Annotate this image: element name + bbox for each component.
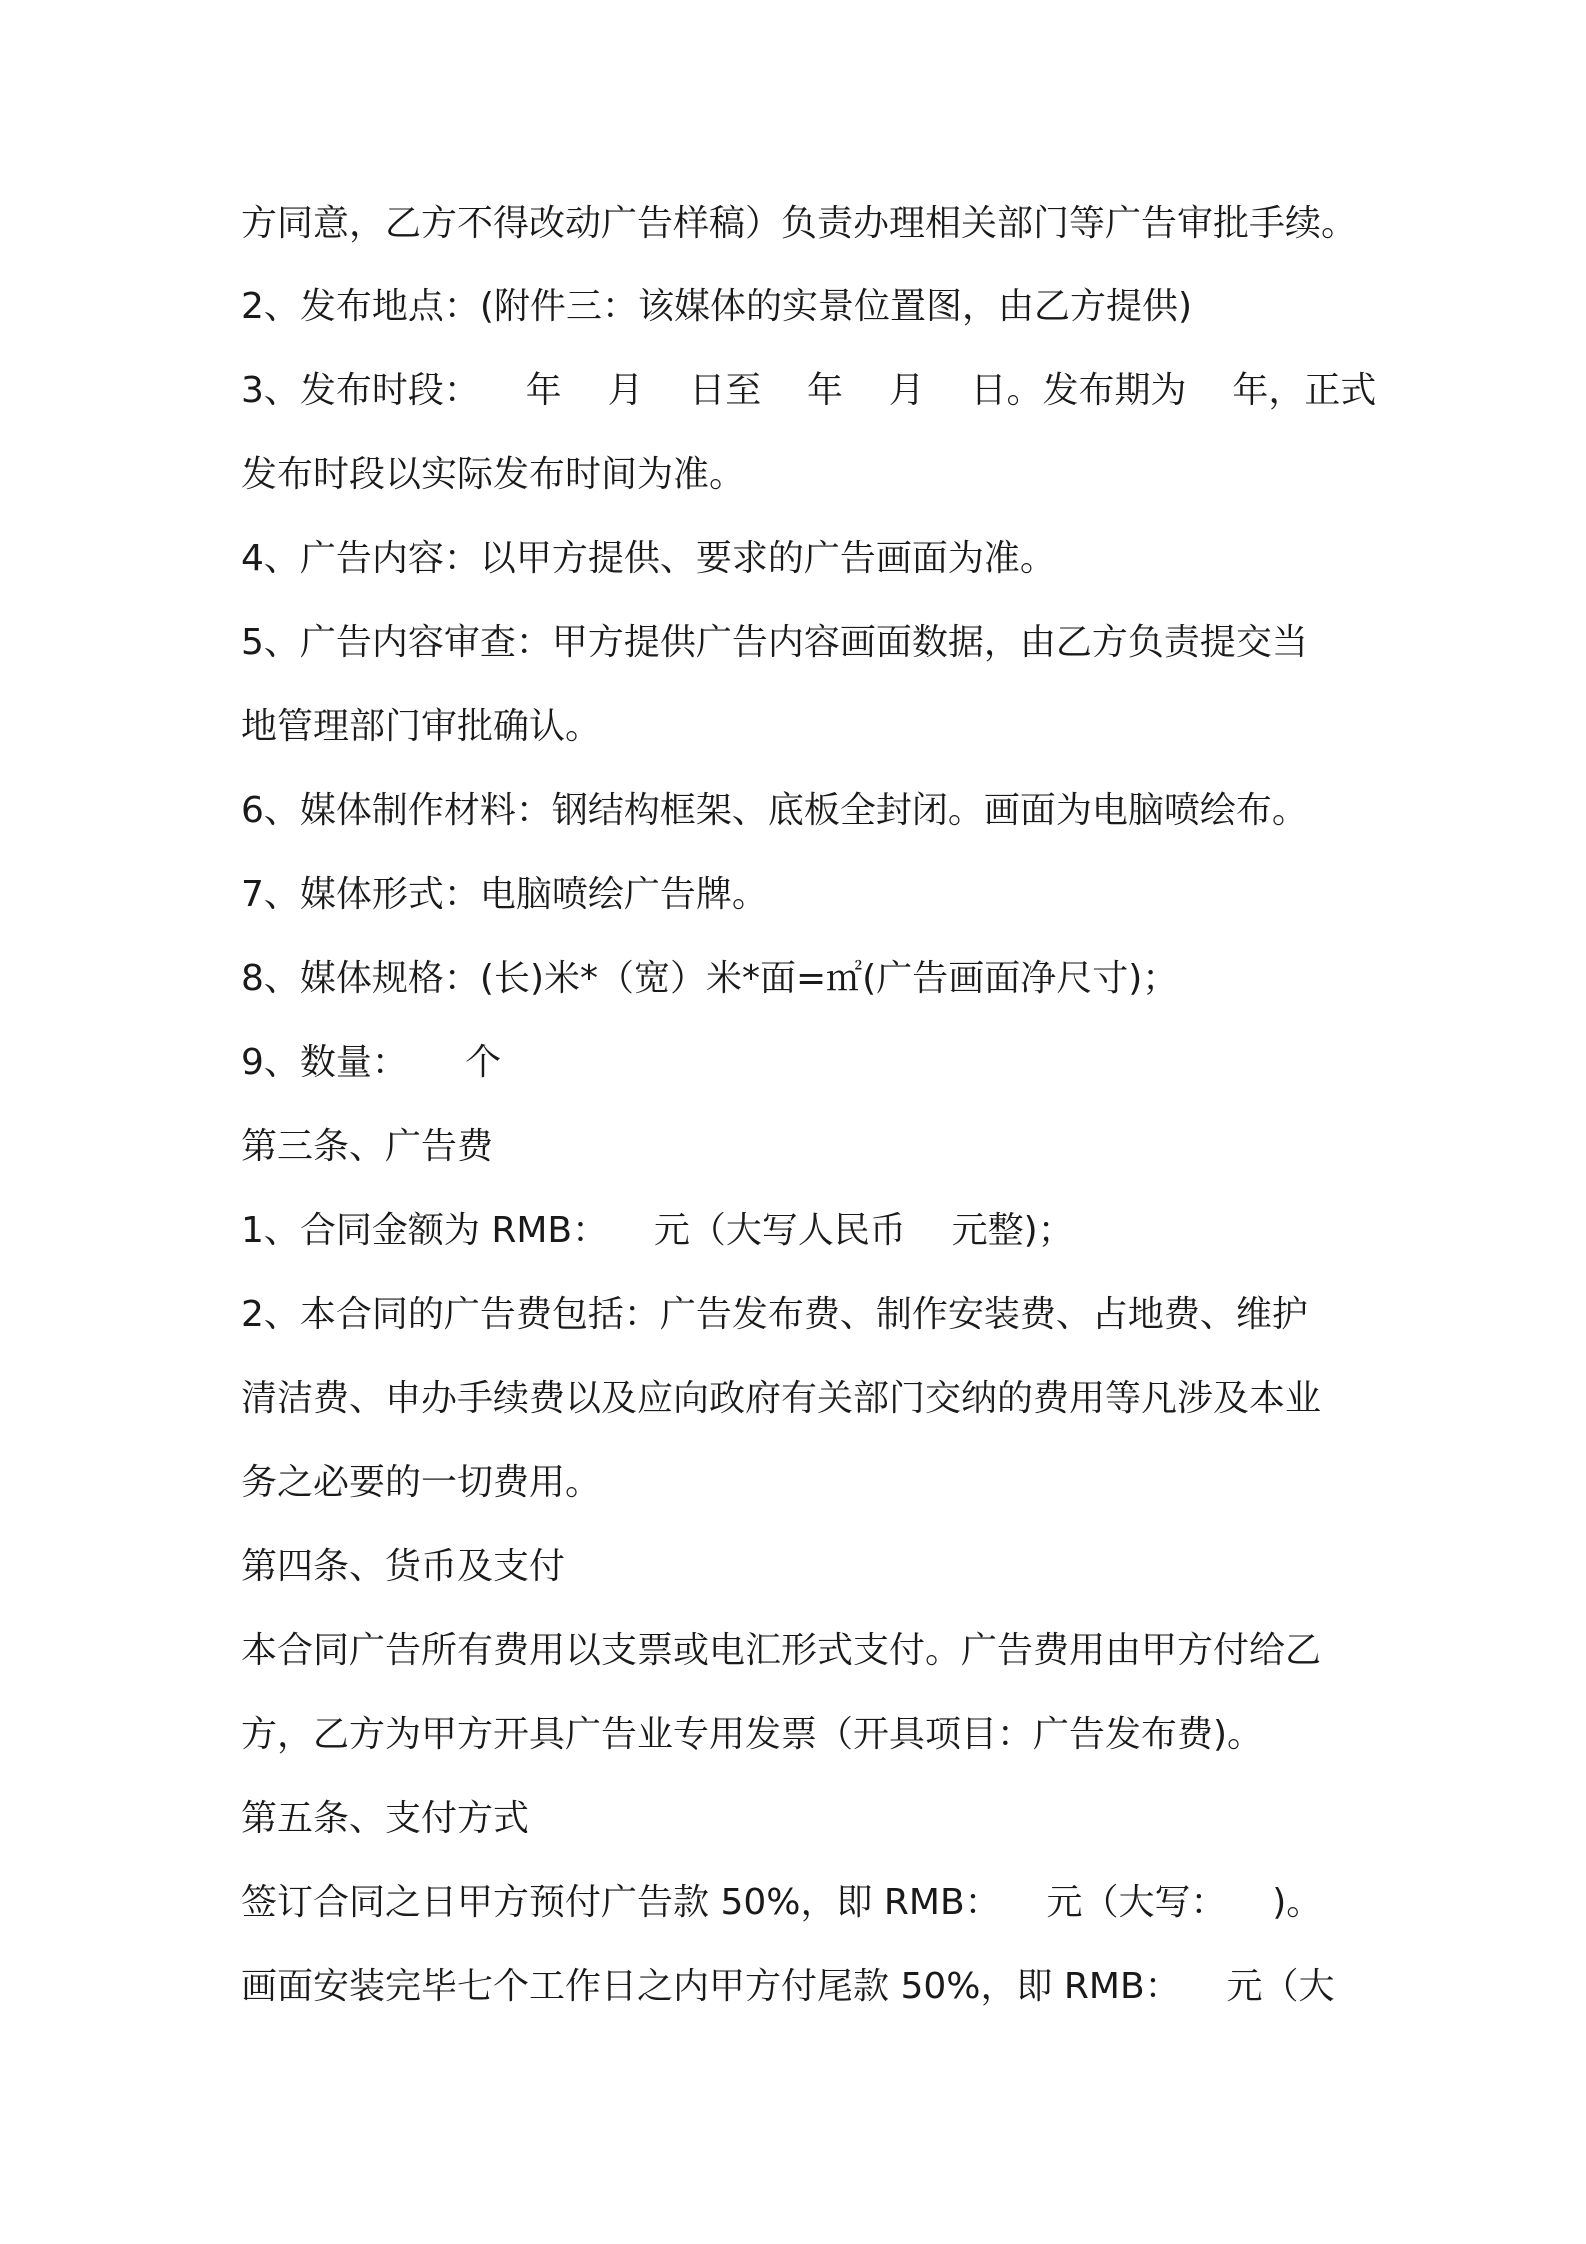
text-line-8: 6、媒体制作材料：钢结构框架、底板全封闭。画面为电脑喷绘布。 [241, 790, 1308, 831]
text-line-14: 2、本合同的广告费包括：广告发布费、制作安装费、占地费、维护 [241, 1294, 1308, 1335]
section-heading-4: 第四条、货币及支付 [241, 1546, 566, 1587]
text-line-1: 方同意，乙方不得改动广告样稿）负责办理相关部门等广告审批手续。 [241, 203, 1358, 244]
section-heading-3: 第三条、广告费 [241, 1126, 494, 1167]
section-heading-5: 第五条、支付方式 [241, 1798, 530, 1839]
text-line-15: 清洁费、申办手续费以及应向政府有关部门交纳的费用等凡涉及本业 [241, 1378, 1322, 1419]
text-line-2: 2、发布地点：(附件三：该媒体的实景位置图，由乙方提供) [241, 286, 1192, 327]
text-line-3: 3、发布时段： 年 月 日至 年 月 日。发布期为 年，正式 [241, 370, 1377, 411]
text-line-6: 5、广告内容审查：甲方提供广告内容画面数据，由乙方负责提交当 [241, 622, 1308, 663]
text-line-10: 8、媒体规格：(长)米*（宽）米*面=㎡(广告画面净尺寸)； [241, 958, 1179, 999]
text-line-13: 1、合同金额为 RMB： 元（大写人民币 元整)； [241, 1210, 1074, 1251]
text-line-16: 务之必要的一切费用。 [241, 1462, 602, 1503]
text-line-4: 发布时段以实际发布时间为准。 [241, 454, 746, 495]
text-line-18: 本合同广告所有费用以支票或电汇形式支付。广告费用由甲方付给乙 [241, 1630, 1322, 1671]
text-line-22: 画面安装完毕七个工作日之内甲方付尾款 50%，即 RMB： 元（大 [241, 1966, 1335, 2007]
text-line-19: 方，乙方为甲方开具广告业专用发票（开具项目：广告发布费)。 [241, 1714, 1264, 1755]
text-line-9: 7、媒体形式：电脑喷绘广告牌。 [241, 874, 768, 915]
text-line-7: 地管理部门审批确认。 [241, 706, 602, 747]
text-line-21: 签订合同之日甲方预付广告款 50%，即 RMB： 元（大写： )。 [241, 1882, 1323, 1923]
text-line-5: 4、广告内容：以甲方提供、要求的广告画面为准。 [241, 538, 1056, 579]
text-line-11: 9、数量： 个 [241, 1042, 502, 1083]
